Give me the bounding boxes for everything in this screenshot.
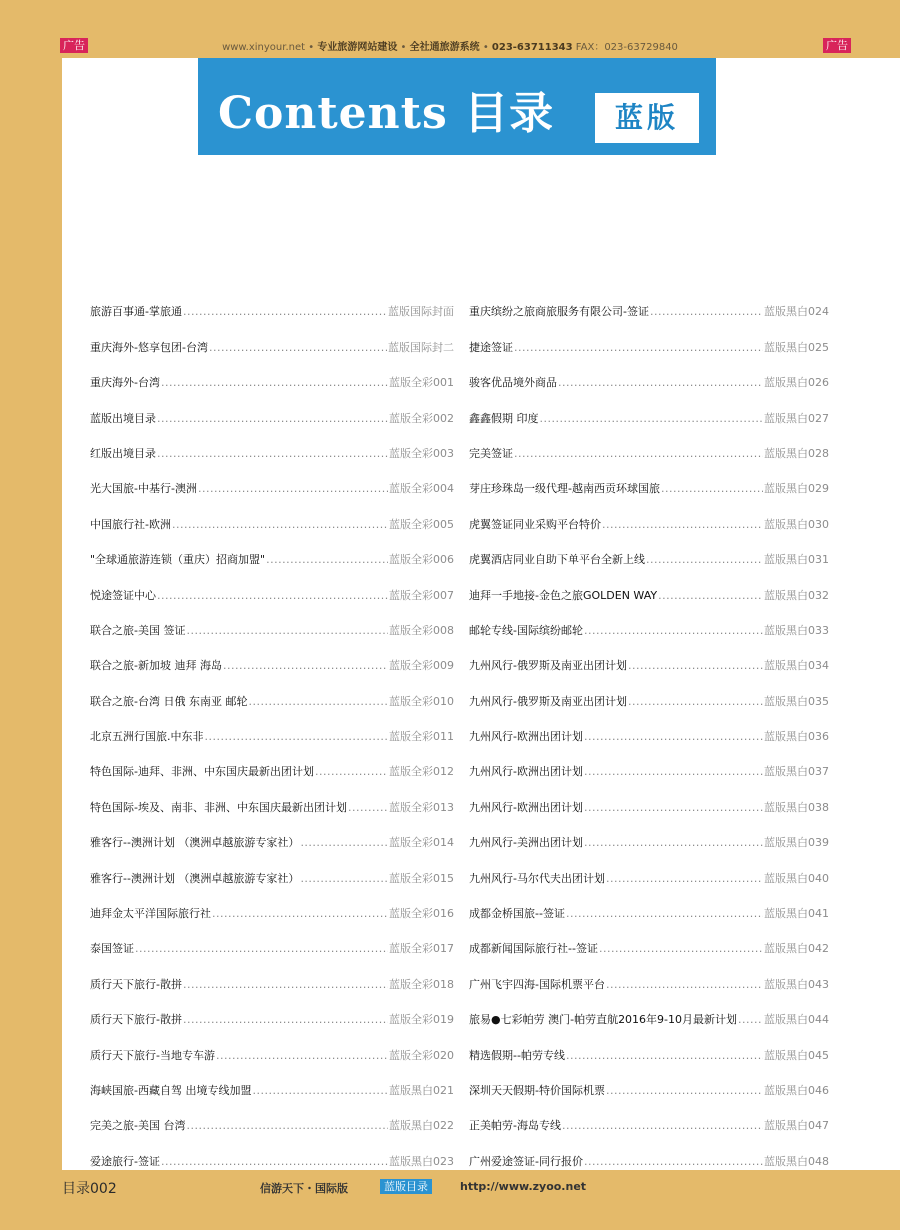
header-contact-line <box>0 38 900 53</box>
toc-entry-title: 雅客行--澳洲计划 （澳洲卓越旅游专家社） <box>90 836 300 850</box>
toc-leader-dots <box>514 341 763 355</box>
toc-entry[interactable] <box>90 1027 454 1062</box>
toc-entry-page: 蓝版黑白023 <box>389 1154 454 1168</box>
toc-leader-dots <box>584 1155 763 1169</box>
toc-leader-dots <box>602 518 763 532</box>
toc-leader-dots <box>300 836 388 850</box>
toc-leader-dots <box>161 376 388 390</box>
toc-entry[interactable] <box>90 921 454 956</box>
toc-leader-dots <box>584 801 763 815</box>
toc-entry-title: 九州风行-欧洲出团计划 <box>469 765 583 779</box>
header-fax: FAX：023-63729840 <box>575 42 678 53</box>
toc-entry[interactable] <box>90 355 454 390</box>
toc-entry-page: 蓝版黑白042 <box>764 942 829 956</box>
toc-leader-dots <box>661 482 763 496</box>
toc-leader-dots <box>157 589 388 603</box>
toc-leader-dots <box>205 730 389 744</box>
toc-left-column <box>90 284 454 1169</box>
toc-entry-title: 正美帕劳-海岛专线 <box>469 1119 561 1133</box>
toc-entry[interactable] <box>469 886 829 921</box>
toc-entry-page: 蓝版全彩020 <box>389 1048 454 1062</box>
toc-entry-page: 蓝版全彩005 <box>389 517 454 531</box>
toc-entry-title: 蓝版出境目录 <box>90 411 156 425</box>
toc-entry-title: 北京五洲行国旅.中东非 <box>90 730 204 744</box>
toc-entry[interactable] <box>469 390 829 425</box>
toc-entry-title: 邮轮专线-国际缤纷邮轮 <box>469 623 583 637</box>
toc-entry-title: 芽庄珍珠岛一级代理-越南西贡环球国旅 <box>469 482 660 496</box>
banner-title: Contents 目录 <box>218 88 555 139</box>
toc-leader-dots <box>514 447 763 461</box>
toc-leader-dots <box>658 589 763 603</box>
toc-entry-page: 蓝版全彩012 <box>389 765 454 779</box>
toc-entry-page: 蓝版全彩013 <box>389 800 454 814</box>
toc-entry-title: 重庆海外-悠享包团-台湾 <box>90 340 208 354</box>
toc-leader-dots <box>161 1155 388 1169</box>
toc-entry-page: 蓝版黑白038 <box>764 800 829 814</box>
footer-url[interactable]: http://www.zyoo.net <box>460 1180 587 1193</box>
toc-entry[interactable] <box>90 956 454 991</box>
toc-entry-page: 蓝版全彩006 <box>389 553 454 567</box>
toc-leader-dots <box>606 872 763 886</box>
toc-leader-dots <box>248 695 388 709</box>
toc-entry-page: 蓝版全彩001 <box>389 376 454 390</box>
toc-entry-page: 蓝版黑白044 <box>764 1013 829 1027</box>
toc-entry-title: 虎翼签证同业采购平台特价 <box>469 517 601 531</box>
header-slogan-1: 专业旅游网站建设 <box>317 42 398 53</box>
toc-entry-page: 蓝版黑白032 <box>764 588 829 602</box>
toc-entry[interactable] <box>469 319 829 354</box>
toc-entry[interactable] <box>90 567 454 602</box>
toc-entry-title: 联合之旅-美国 签证 <box>90 623 186 637</box>
toc-entry-page: 蓝版黑白039 <box>764 836 829 850</box>
toc-leader-dots <box>198 482 388 496</box>
toc-entry-page: 蓝版黑白046 <box>764 1083 829 1097</box>
toc-entry[interactable] <box>469 921 829 956</box>
toc-entry[interactable] <box>90 779 454 814</box>
toc-entry-title: 质行天下旅行-散拼 <box>90 977 182 991</box>
toc-entry[interactable] <box>90 532 454 567</box>
toc-entry[interactable] <box>469 284 829 319</box>
toc-entry-title: 迪拜一手地接-金色之旅GOLDEN WAY <box>469 588 658 602</box>
toc-entry-title: 九州风行-马尔代夫出团计划 <box>469 871 605 885</box>
toc-leader-dots <box>566 907 763 921</box>
toc-entry-page: 蓝版全彩015 <box>389 871 454 885</box>
toc-entry-title: 重庆缤纷之旅商旅服务有限公司-签证 <box>469 305 649 319</box>
toc-leader-dots <box>157 412 388 426</box>
toc-leader-dots <box>157 447 388 461</box>
toc-entry-title: 特色国际-埃及、南非、非洲、中东国庆最新出团计划 <box>90 800 347 814</box>
toc-entry-title: 迪拜金太平洋国际旅行社 <box>90 907 211 921</box>
toc-leader-dots <box>252 1084 388 1098</box>
toc-entry-title: 九州风行-欧洲出团计划 <box>469 800 583 814</box>
toc-entry-title: 海峡国旅-西藏自驾 出境专线加盟 <box>90 1083 252 1097</box>
top-header <box>0 0 900 60</box>
toc-leader-dots <box>183 978 388 992</box>
toc-entry-page: 蓝版黑白025 <box>764 340 829 354</box>
toc-entry-title: 成都金桥国旅--签证 <box>469 907 565 921</box>
toc-entry-title: 骏客优品境外商品 <box>469 376 557 390</box>
toc-entry-title: 雅客行--澳洲计划 （澳洲卓越旅游专家社） <box>90 871 300 885</box>
toc-entry-page: 蓝版黑白034 <box>764 659 829 673</box>
toc-entry[interactable] <box>90 603 454 638</box>
ad-badge-left: 广告 <box>60 38 88 53</box>
toc-entry[interactable] <box>469 1027 829 1062</box>
toc-entry[interactable] <box>469 1133 829 1168</box>
toc-entry[interactable] <box>90 319 454 354</box>
toc-entry-page: 蓝版全彩004 <box>389 482 454 496</box>
toc-entry[interactable] <box>469 461 829 496</box>
toc-entry-page: 蓝版黑白026 <box>764 376 829 390</box>
toc-leader-dots <box>135 942 388 956</box>
toc-entry-page: 蓝版国际封面 <box>388 305 454 319</box>
toc-entry-title: 广州飞宇四海-国际机票平台 <box>469 977 605 991</box>
toc-leader-dots <box>186 1119 388 1133</box>
toc-entry-page: 蓝版全彩008 <box>389 623 454 637</box>
toc-entry-page: 蓝版黑白029 <box>764 482 829 496</box>
bullet-icon: • <box>308 42 315 53</box>
toc-entry[interactable] <box>90 496 454 531</box>
toc-entry[interactable] <box>90 638 454 673</box>
toc-entry-page: 蓝版全彩010 <box>389 694 454 708</box>
toc-leader-dots <box>650 305 763 319</box>
toc-leader-dots <box>183 1013 388 1027</box>
toc-entry[interactable] <box>90 1063 454 1098</box>
toc-entry-page: 蓝版全彩009 <box>389 659 454 673</box>
toc-entry[interactable] <box>90 815 454 850</box>
toc-leader-dots <box>646 553 763 567</box>
toc-entry-title: 爱途旅行-签证 <box>90 1154 160 1168</box>
toc-entry-title: 捷途签证 <box>469 340 513 354</box>
edition-badge: 蓝版 <box>595 93 699 143</box>
toc-entry-title: 九州风行-俄罗斯及南亚出团计划 <box>469 694 627 708</box>
toc-leader-dots <box>584 624 763 638</box>
toc-entry-page: 蓝版黑白027 <box>764 411 829 425</box>
toc-entry-page: 蓝版黑白031 <box>764 553 829 567</box>
toc-entry-page: 蓝版黑白024 <box>764 305 829 319</box>
toc-entry-page: 蓝版黑白041 <box>764 907 829 921</box>
toc-entry-page: 蓝版黑白047 <box>764 1119 829 1133</box>
toc-entry-title: 鑫鑫假期 印度 <box>469 411 539 425</box>
toc-entry-page: 蓝版全彩002 <box>389 411 454 425</box>
toc-entry-page: 蓝版全彩014 <box>389 836 454 850</box>
toc-entry-page: 蓝版全彩017 <box>389 942 454 956</box>
toc-entry-page: 蓝版全彩003 <box>389 446 454 460</box>
toc-leader-dots <box>738 1013 763 1027</box>
toc-entry-title: 光大国旅-中基行-澳洲 <box>90 482 197 496</box>
toc-entry[interactable] <box>90 284 454 319</box>
toc-entry-title: 九州风行-欧洲出团计划 <box>469 730 583 744</box>
toc-entry[interactable] <box>469 567 829 602</box>
toc-leader-dots <box>584 730 763 744</box>
toc-leader-dots <box>223 659 388 673</box>
toc-entry-page: 蓝版黑白037 <box>764 765 829 779</box>
toc-entry-title: 质行天下旅行-散拼 <box>90 1013 182 1027</box>
toc-entry[interactable] <box>469 426 829 461</box>
toc-leader-dots <box>599 942 763 956</box>
toc-leader-dots <box>628 695 763 709</box>
toc-entry-page: 蓝版黑白028 <box>764 446 829 460</box>
toc-entry-title: 虎翼酒店同业自助下单平台全新上线 <box>469 553 645 567</box>
toc-entry-title: 精选假期--帕劳专线 <box>469 1048 565 1062</box>
footer-magazine-name: 信游天下・国际版 <box>260 1182 348 1195</box>
toc-leader-dots <box>606 1084 763 1098</box>
toc-leader-dots <box>183 305 387 319</box>
toc-entry-page: 蓝版黑白030 <box>764 517 829 531</box>
toc-entry-title: 中国旅行社-欧洲 <box>90 517 171 531</box>
toc-entry[interactable] <box>469 709 829 744</box>
toc-entry-page: 蓝版黑白040 <box>764 871 829 885</box>
content-page <box>62 58 900 1170</box>
toc-entry[interactable] <box>469 603 829 638</box>
toc-entry-title: 旅易●七彩帕劳 澳门-帕劳直航2016年9-10月最新计划 <box>469 1013 738 1027</box>
toc-entry[interactable] <box>469 992 829 1027</box>
toc-entry-title: 泰国签证 <box>90 942 134 956</box>
toc-entry[interactable] <box>469 779 829 814</box>
toc-entry[interactable] <box>90 992 454 1027</box>
toc-leader-dots <box>216 1049 388 1063</box>
toc-entry-title: 重庆海外-台湾 <box>90 376 160 390</box>
toc-right-column <box>469 284 829 1169</box>
toc-entry-title: 旅游百事通-掌旅通 <box>90 305 182 319</box>
toc-leader-dots <box>209 341 387 355</box>
toc-entry-title: 质行天下旅行-当地专车游 <box>90 1048 215 1062</box>
toc-entry-title: 完美签证 <box>469 446 513 460</box>
toc-entry[interactable] <box>469 744 829 779</box>
toc-leader-dots <box>540 412 764 426</box>
toc-entry[interactable] <box>90 886 454 921</box>
toc-entry-page: 蓝版黑白045 <box>764 1048 829 1062</box>
toc-leader-dots <box>266 553 388 567</box>
toc-entry[interactable] <box>90 1098 454 1133</box>
toc-entry-title: 广州爱途签证-同行报价 <box>469 1154 583 1168</box>
toc-entry-page: 蓝版黑白035 <box>764 694 829 708</box>
header-site[interactable]: www.xinyour.net <box>222 42 306 53</box>
toc-entry-page: 蓝版黑白033 <box>764 623 829 637</box>
toc-leader-dots <box>348 801 388 815</box>
contents-banner <box>198 58 716 155</box>
toc-leader-dots <box>300 872 388 886</box>
toc-entry-title: 悦途签证中心 <box>90 588 156 602</box>
toc-entry[interactable] <box>469 355 829 390</box>
toc-entry-page: 蓝版全彩007 <box>389 588 454 602</box>
toc-entry-title: 九州风行-俄罗斯及南亚出团计划 <box>469 659 627 673</box>
toc-entry-title: 联合之旅-台湾 日俄 东南亚 邮轮 <box>90 694 248 708</box>
toc-leader-dots <box>558 376 763 390</box>
toc-entry[interactable] <box>469 1098 829 1133</box>
toc-entry-page: 蓝版黑白048 <box>764 1154 829 1168</box>
toc-entry-title: 红版出境目录 <box>90 446 156 460</box>
toc-entry-page: 蓝版黑白022 <box>389 1119 454 1133</box>
toc-entry[interactable] <box>90 744 454 779</box>
toc-entry-page: 蓝版全彩016 <box>389 907 454 921</box>
toc-leader-dots <box>172 518 388 532</box>
toc-entry[interactable] <box>469 1063 829 1098</box>
header-phone: 023-63711343 <box>491 42 573 53</box>
toc-entry[interactable] <box>469 496 829 531</box>
bullet-icon: • <box>482 42 489 53</box>
toc-entry[interactable] <box>469 638 829 673</box>
toc-entry-page: 蓝版黑白036 <box>764 730 829 744</box>
toc-entry[interactable] <box>469 815 829 850</box>
bullet-icon: • <box>400 42 407 53</box>
ad-badge-right: 广告 <box>823 38 851 53</box>
toc-leader-dots <box>584 765 763 779</box>
toc-leader-dots <box>562 1119 763 1133</box>
toc-entry-page: 蓝版全彩011 <box>389 730 454 744</box>
toc-entry-title: 深圳天天假期-特价国际机票 <box>469 1083 605 1097</box>
toc-entry-page: 蓝版全彩019 <box>389 1013 454 1027</box>
toc-entry[interactable] <box>90 673 454 708</box>
toc-entry-title: 成都新闻国际旅行社--签证 <box>469 942 598 956</box>
toc-entry-title: 联合之旅-新加坡 迪拜 海岛 <box>90 659 222 673</box>
toc-leader-dots <box>584 836 763 850</box>
toc-entry[interactable] <box>90 1133 454 1168</box>
header-slogan-2: 全社通旅游系统 <box>409 42 480 53</box>
toc-entry-page: 蓝版黑白021 <box>389 1083 454 1097</box>
toc-entry[interactable] <box>90 850 454 885</box>
toc-entry-title: 特色国际-迪拜、非洲、中东国庆最新出团计划 <box>90 765 314 779</box>
toc-entry-page: 蓝版全彩018 <box>389 977 454 991</box>
toc-entry-title: 完美之旅-美国 台湾 <box>90 1119 186 1133</box>
toc-entry[interactable] <box>469 532 829 567</box>
footer-section-tag: 蓝版目录 <box>380 1179 432 1194</box>
toc-entry-title: "全球通旅游连锁（重庆）招商加盟" <box>90 553 266 567</box>
toc-leader-dots <box>186 624 388 638</box>
page-footer <box>0 1170 900 1230</box>
toc-leader-dots <box>628 659 763 673</box>
toc-entry-page: 蓝版国际封二 <box>388 340 454 354</box>
toc-entry-title: 九州风行-美洲出团计划 <box>469 836 583 850</box>
toc-entry[interactable] <box>469 850 829 885</box>
toc-leader-dots <box>212 907 388 921</box>
toc-leader-dots <box>315 765 388 779</box>
toc-leader-dots <box>566 1049 763 1063</box>
toc-entry[interactable] <box>90 426 454 461</box>
toc-entry[interactable] <box>90 390 454 425</box>
footer-page-number: 目录002 <box>62 1181 117 1197</box>
toc-entry[interactable] <box>90 709 454 744</box>
toc-entry[interactable] <box>469 956 829 991</box>
toc-entry[interactable] <box>90 461 454 496</box>
toc-leader-dots <box>606 978 763 992</box>
toc-entry[interactable] <box>469 673 829 708</box>
toc-entry-page: 蓝版黑白043 <box>764 977 829 991</box>
